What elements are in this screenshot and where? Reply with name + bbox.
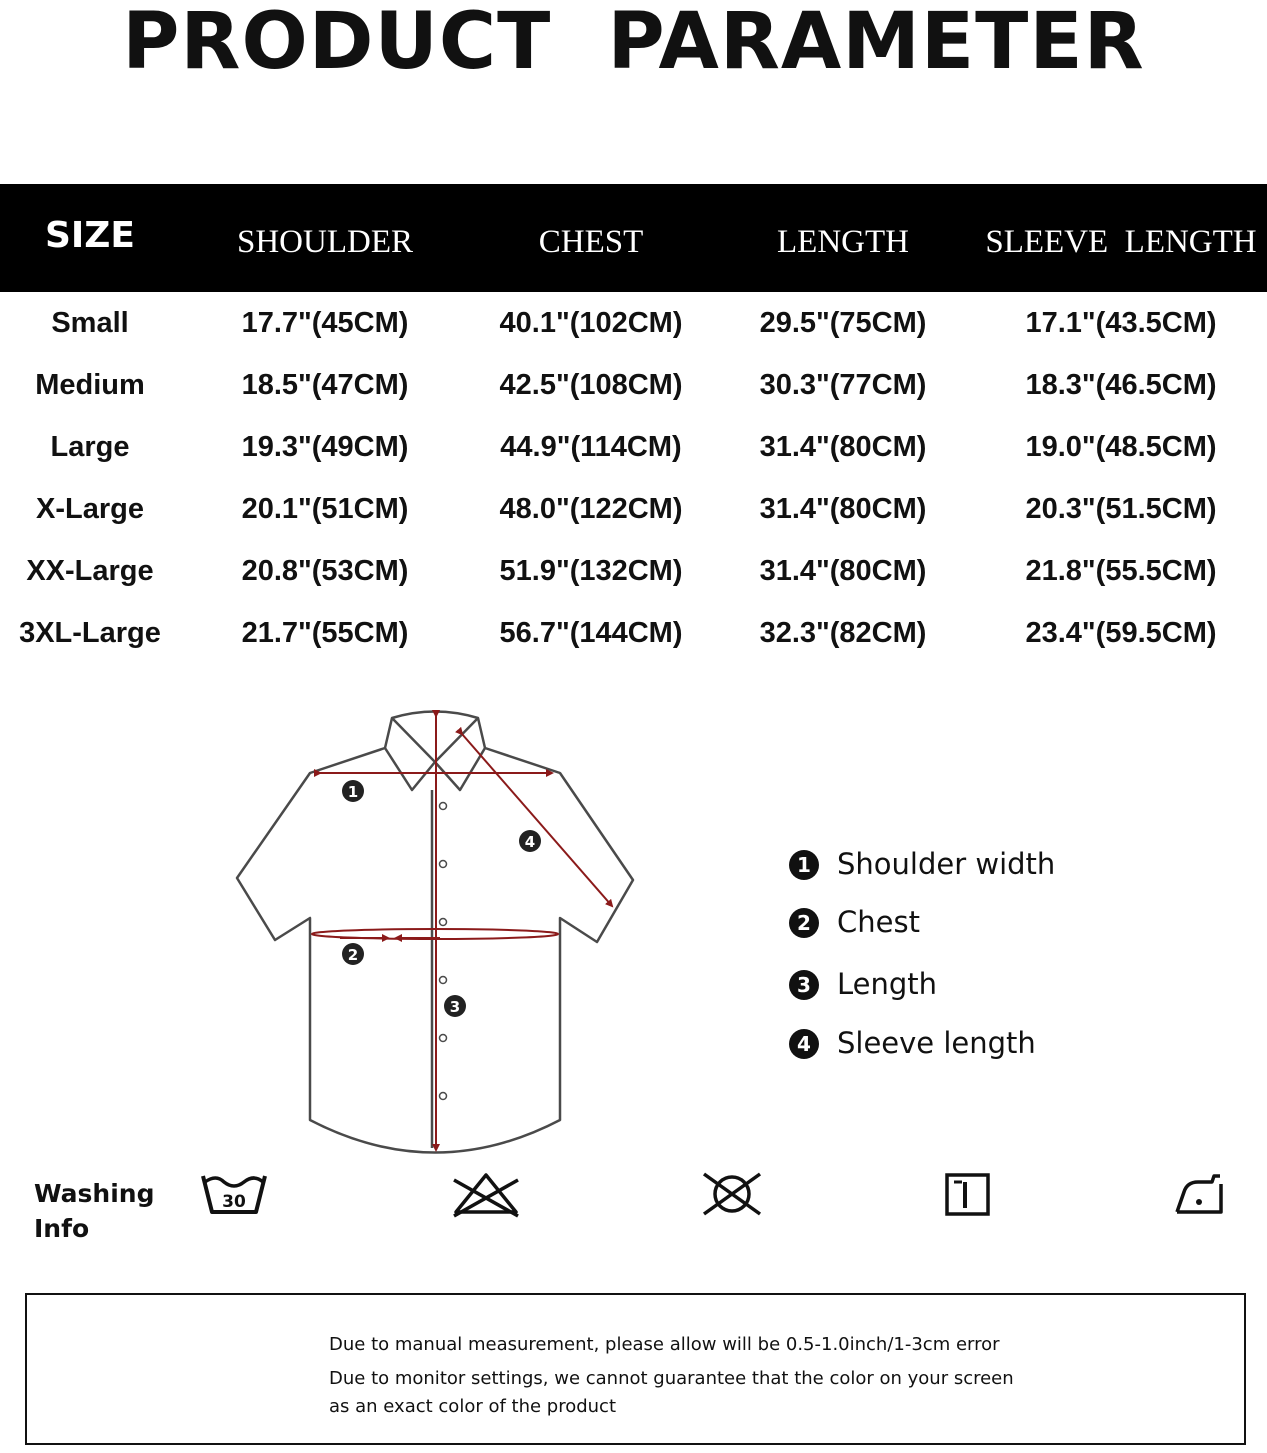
size-cell: Medium — [35, 369, 145, 401]
shoulder-cell: 18.5"(47CM) — [241, 369, 409, 401]
length-cell: 31.4"(80CM) — [759, 431, 927, 463]
sleeve-length-cell: 23.4"(59.5CM) — [1025, 617, 1217, 649]
marker-label: 1 — [347, 783, 359, 801]
diagram-marker-1 — [342, 780, 364, 802]
wash-temp: 30 — [222, 1192, 246, 1212]
length-cell: 30.3"(77CM) — [759, 369, 927, 401]
sleeve-length-cell: 21.8"(55.5CM) — [1025, 555, 1217, 587]
legend-label: Shoulder width — [837, 847, 1056, 881]
diagram-marker-3 — [444, 995, 466, 1017]
table-row — [0, 292, 1267, 354]
shoulder-cell: 20.8"(53CM) — [241, 555, 409, 587]
chest-cell: 40.1"(102CM) — [499, 307, 683, 339]
diagram-marker-4 — [519, 830, 541, 852]
drip-dry-icon — [944, 1172, 992, 1218]
size-cell: Small — [51, 307, 129, 339]
shoulder-cell: 20.1"(51CM) — [241, 493, 409, 525]
legend-number: 2 — [789, 908, 819, 938]
length-cell: 32.3"(82CM) — [759, 617, 927, 649]
note-line-2: Due to monitor settings, we cannot guarantee that the color on your screen — [329, 1368, 1014, 1389]
shirt-diagram — [230, 700, 650, 1170]
chest-cell: 48.0"(122CM) — [499, 493, 683, 525]
sleeve-length-cell: 20.3"(51.5CM) — [1025, 493, 1217, 525]
table-row — [0, 354, 1267, 416]
no-tumble-dry-icon — [700, 1170, 764, 1218]
iron-low-icon — [1172, 1170, 1226, 1218]
size-table-header — [0, 184, 1267, 292]
washing-label-line1: Washing — [34, 1179, 155, 1208]
chest-cell: 42.5"(108CM) — [499, 369, 683, 401]
marker-label: 4 — [524, 833, 536, 851]
legend-number: 3 — [789, 970, 819, 1000]
size-cell: Large — [50, 431, 130, 463]
header-sleeve-length: SLEEVE LENGTH — [985, 224, 1257, 260]
shoulder-cell: 17.7"(45CM) — [241, 307, 409, 339]
chest-cell: 51.9"(132CM) — [499, 555, 683, 587]
table-row — [0, 416, 1267, 478]
note-line-3: as an exact color of the product — [329, 1396, 617, 1417]
length-cell: 31.4"(80CM) — [759, 493, 927, 525]
table-row — [0, 602, 1267, 664]
header-length: LENGTH — [777, 224, 909, 260]
size-cell: XX-Large — [26, 555, 154, 587]
measurement-note-box — [25, 1293, 1246, 1445]
chest-cell: 56.7"(144CM) — [499, 617, 683, 649]
shoulder-cell: 21.7"(55CM) — [241, 617, 409, 649]
table-row — [0, 540, 1267, 602]
washing-label-line2: Info — [34, 1214, 90, 1243]
page-title: PRODUCT PARAMETER — [122, 0, 1145, 87]
no-bleach-icon — [450, 1170, 522, 1218]
table-row — [0, 478, 1267, 540]
washing-info-label — [34, 1176, 155, 1246]
marker-label: 3 — [449, 998, 461, 1016]
chest-cell: 44.9"(114CM) — [500, 431, 682, 463]
marker-label: 2 — [347, 946, 359, 964]
sleeve-length-cell: 18.3"(46.5CM) — [1025, 369, 1217, 401]
length-cell: 31.4"(80CM) — [759, 555, 927, 587]
header-shoulder: SHOULDER — [236, 224, 413, 260]
legend-number: 1 — [789, 850, 819, 880]
legend-label: Length — [837, 967, 938, 1001]
legend-number: 4 — [789, 1029, 819, 1059]
header-size: SIZE — [44, 215, 136, 256]
size-cell: 3XL-Large — [19, 617, 161, 649]
legend-label: Sleeve length — [837, 1026, 1036, 1060]
sleeve-length-cell: 17.1"(43.5CM) — [1025, 307, 1217, 339]
legend-label: Chest — [837, 905, 920, 939]
length-cell: 29.5"(75CM) — [759, 307, 927, 339]
note-line-1: Due to manual measurement, please allow will be 0.5-1.0inch/1-3cm error — [329, 1334, 1000, 1355]
wash-30-icon — [200, 1172, 268, 1218]
diagram-marker-2 — [342, 943, 364, 965]
shoulder-cell: 19.3"(49CM) — [241, 431, 409, 463]
size-cell: X-Large — [36, 493, 144, 525]
sleeve-length-cell: 19.0"(48.5CM) — [1025, 431, 1217, 463]
header-chest: CHEST — [538, 224, 644, 260]
